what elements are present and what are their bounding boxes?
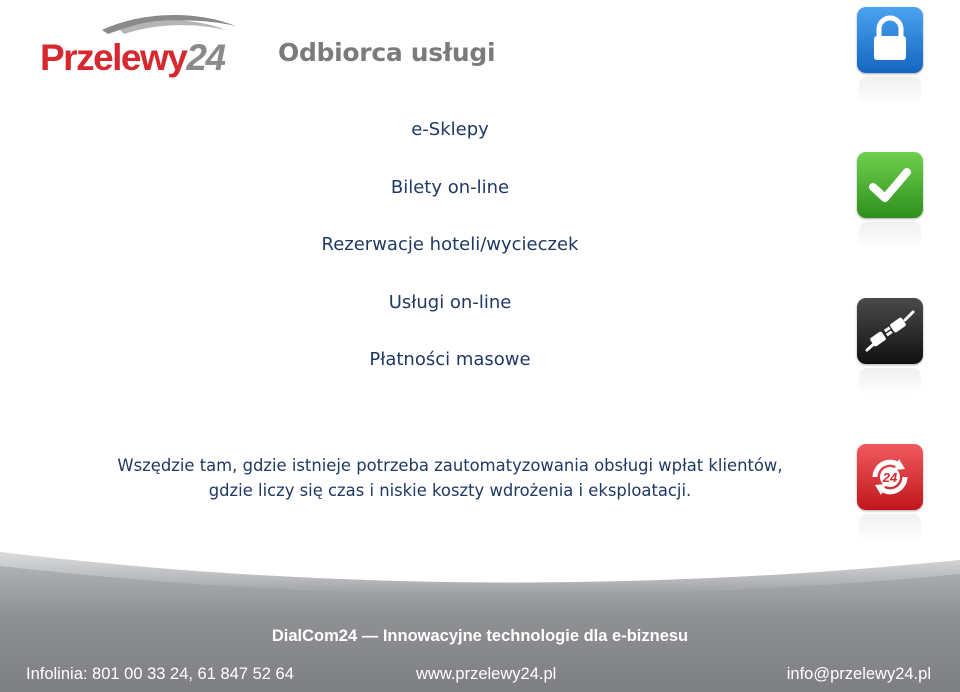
description-line-2: gdzie liczy się czas i niskie koszty wdrożenia i eksploatacji. <box>208 481 692 500</box>
description-text <box>40 453 860 503</box>
list-item: Usługi on-line <box>388 291 512 313</box>
list-item: Rezerwacje hoteli/wycieczek <box>321 234 579 255</box>
przelewy24-logo <box>40 8 245 80</box>
svg-text:Przelewy24 <box>40 37 225 78</box>
list-item: e-Sklepy <box>411 119 489 140</box>
list-item: Płatności masowe <box>369 349 531 370</box>
page-title: Odbiorca usługi <box>278 38 496 67</box>
footer-email-link[interactable]: info@przelewy24.pl <box>786 665 931 683</box>
description-line-1: Wszędzie tam, gdzie istnieje potrzeba zautomatyzowania obsługi wpłat klientów, <box>117 456 783 475</box>
list-item: Bilety on-line <box>390 176 510 198</box>
checkmark-icon-reflection <box>859 222 921 250</box>
service-list <box>0 116 900 404</box>
lock-icon-reflection <box>859 77 921 105</box>
logo-text-num: 24 <box>186 37 225 78</box>
refresh-24-icon <box>857 444 923 510</box>
plug-icon-reflection <box>859 368 921 396</box>
checkmark-icon <box>857 152 923 218</box>
footer-website-link[interactable]: www.przelewy24.pl <box>416 665 557 683</box>
footer-hotline: Infolinia: 801 00 33 24, 61 847 52 64 <box>26 665 294 683</box>
refresh-24-icon-reflection <box>859 514 921 542</box>
lock-icon <box>857 7 923 73</box>
logo-text-main: Przelewy <box>40 37 187 78</box>
footer-tagline: DialCom24 — Innowacyjne technologie dla e-biznesu <box>271 627 689 645</box>
svg-text:24: 24 <box>882 470 898 485</box>
logo-swoosh-icon <box>40 8 245 80</box>
plug-icon <box>857 298 923 364</box>
